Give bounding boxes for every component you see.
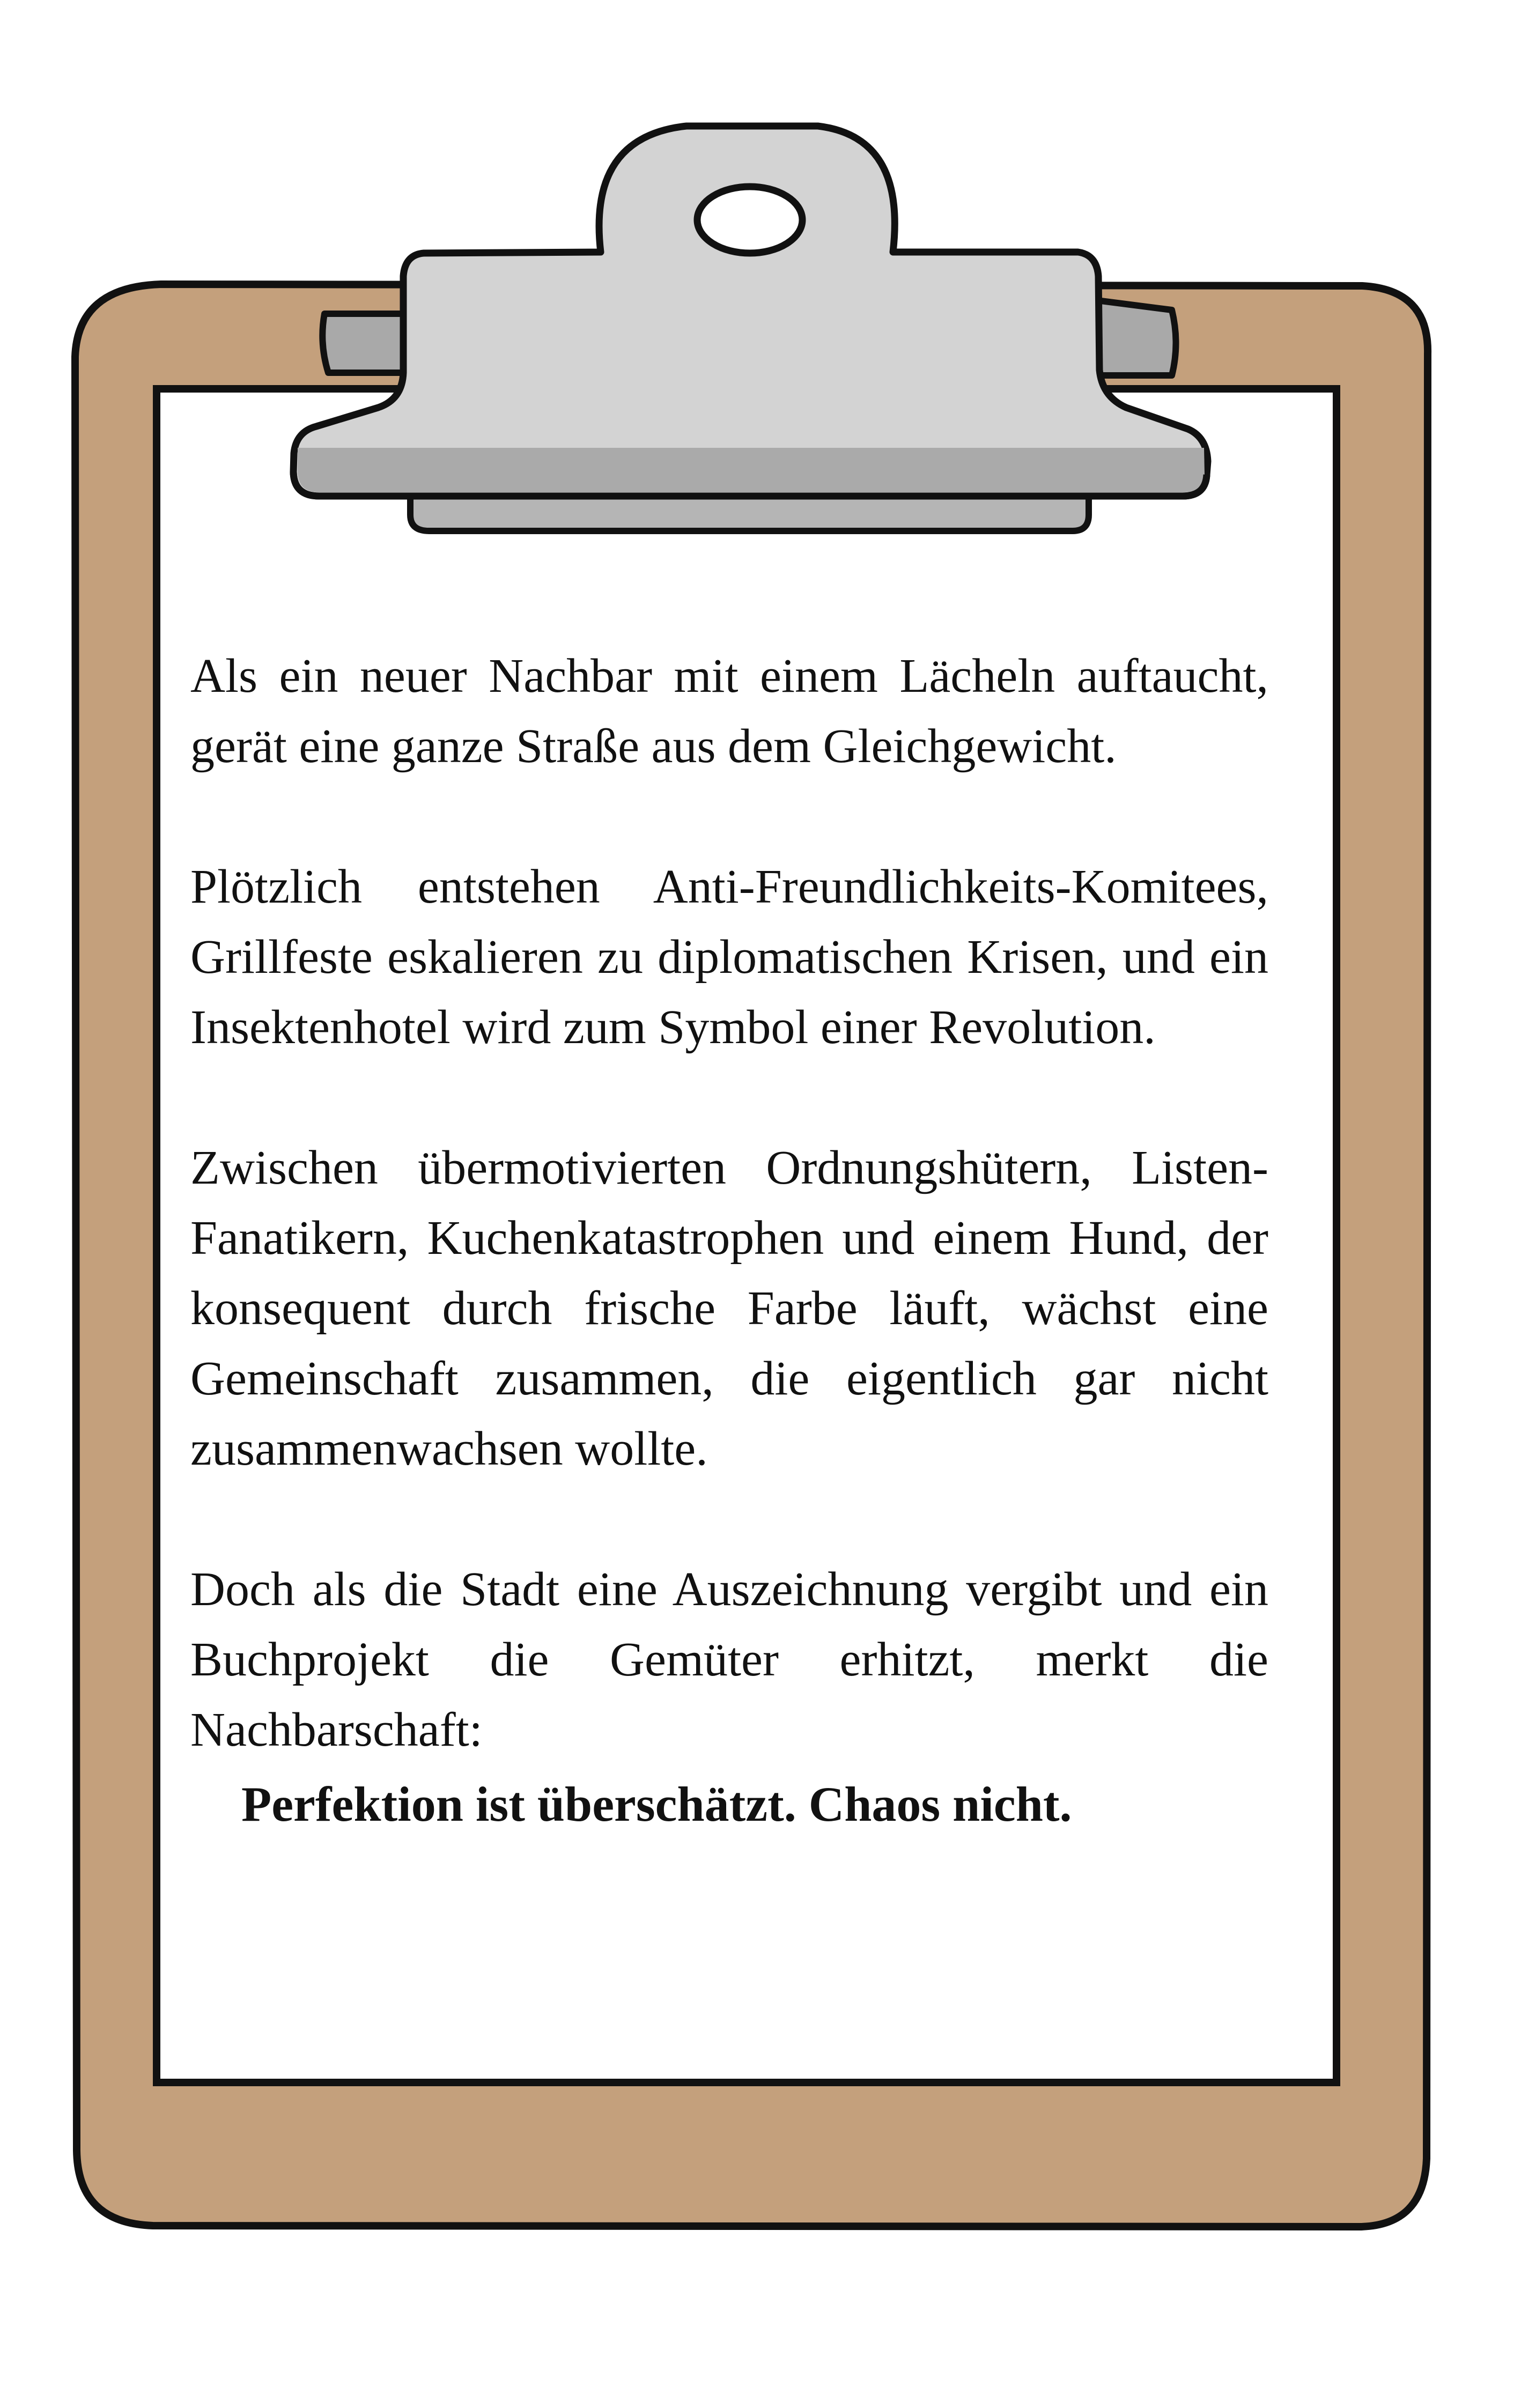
clipboard-text (190, 641, 1268, 1840)
intro-paragraph: Als ein neuer Nachbar mit einem Lächeln auftaucht, gerät eine ganze Straße aus dem Gleichgewicht. (190, 649, 1268, 773)
community-paragraph: Zwischen übermotivierten Ordnungshütern, Listen-Fanatikern, Kuchenkatastrophen und einem Hund, der konsequent durch frische Farbe läuft, wächst eine Gemeinschaft zusammen, die eigentlich gar nicht zusammenwachsen wollte. (190, 1141, 1268, 1475)
metal-clip-icon (293, 126, 1208, 531)
conclusion-paragraph: Doch als die Stadt eine Auszeichnung vergibt und ein Buchprojekt die Gemüter erhitzt, merkt die Nachbarschaft: (190, 1563, 1268, 1756)
tagline: Perfektion ist überschätzt. Chaos nicht. (241, 1777, 1072, 1831)
events-paragraph: Plötzlich entstehen Anti-Freundlichkeits-Komitees, Grillfeste eskalieren zu diplomatischen Krisen, und ein Insektenhotel wird zum Symbol einer Revolution. (190, 860, 1268, 1054)
